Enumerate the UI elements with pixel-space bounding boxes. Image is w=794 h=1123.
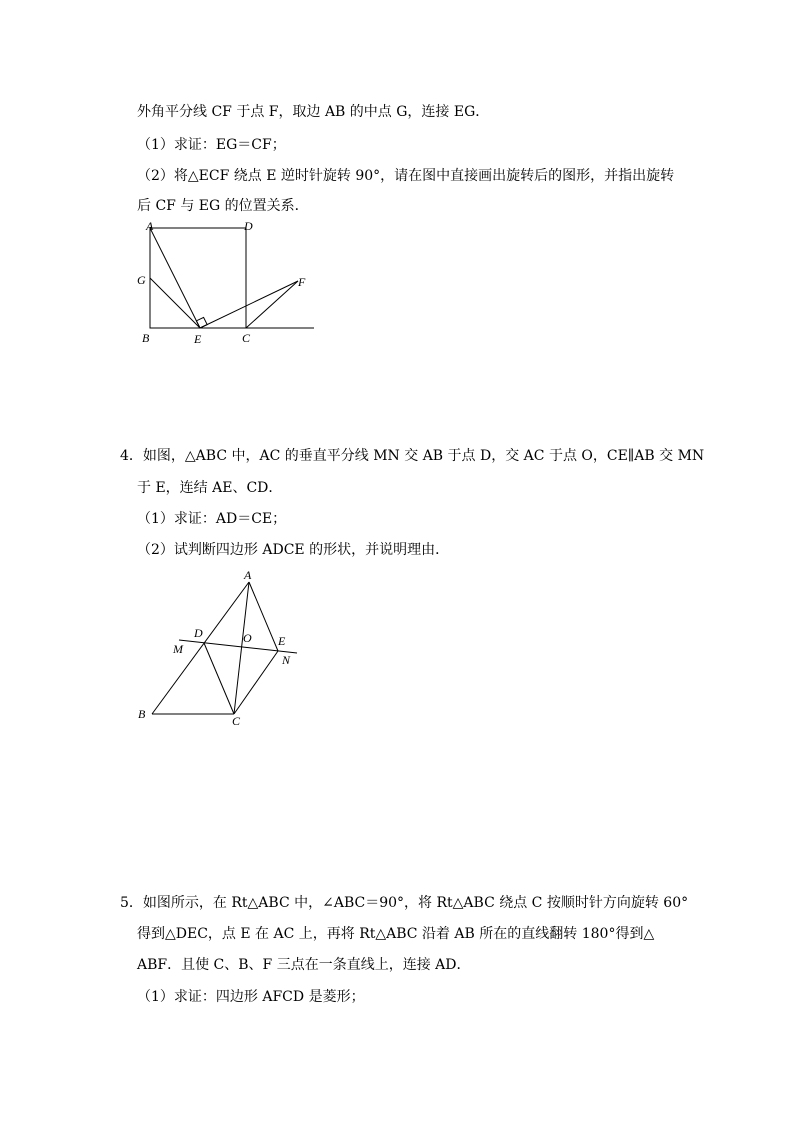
label-c: C (242, 331, 251, 345)
label-n: N (282, 653, 291, 667)
label-c: C (232, 714, 241, 728)
segment-ce (234, 651, 278, 714)
label-f: F (298, 275, 306, 289)
p4-text-line1: 4．如图，△ABC 中，AC 的垂直平分线 MN 交 AB 于点 D，交 AC 于点 O，CE∥AB 交 MN (120, 448, 705, 464)
label-g: G (137, 273, 146, 287)
p3-question-2-line2: 后 CF 与 EG 的位置关系． (137, 198, 309, 214)
label-a: A (146, 219, 154, 233)
p4-triangle-figure (130, 565, 310, 735)
segment-ae (249, 582, 278, 651)
segment-ab (152, 582, 249, 714)
segment-ae (150, 228, 200, 328)
label-b: B (138, 707, 146, 721)
p4-question-1: （1）求证：AD＝CE； (137, 511, 287, 527)
p3-square-figure (130, 218, 330, 353)
p3-question-1: （1）求证：EG＝CF； (137, 137, 286, 153)
p3-text-line1: 外角平分线 CF 于点 F，取边 AB 的中点 G，连接 EG． (137, 104, 490, 120)
label-d: D (244, 219, 253, 233)
label-a: A (244, 568, 252, 582)
segment-cf (246, 281, 298, 328)
p5-text-line3: ABF．且使 C、B、F 三点在一条直线上，连接 AD． (137, 957, 471, 973)
label-b: B (142, 331, 150, 345)
p5-text-line1: 5．如图所示，在 Rt△ABC 中，∠ABC＝90°，将 Rt△ABC 绕点 C 按顺时针方向旋转 60° (120, 895, 689, 911)
segment-ef (200, 281, 298, 328)
label-o: O (243, 631, 252, 645)
p5-question-1: （1）求证：四边形 AFCD 是菱形； (137, 989, 365, 1005)
p4-question-2: （2）试判断四边形 ADCE 的形状，并说明理由． (137, 542, 450, 558)
p3-question-2-line1: （2）将△ECF 绕点 E 逆时针旋转 90°，请在图中直接画出旋转后的图形，并指出旋转 (137, 168, 675, 184)
segment-dc (204, 643, 234, 714)
segment-ge (150, 278, 200, 328)
label-m: M (173, 642, 183, 656)
label-d: D (194, 626, 203, 640)
label-e: E (278, 634, 286, 648)
segment-ac (234, 582, 249, 714)
p5-text-line2: 得到△DEC，点 E 在 AC 上，再将 Rt△ABC 沿着 AB 所在的直线翻转 180°得到△ (137, 926, 655, 942)
label-e: E (194, 332, 202, 346)
p4-text-line2: 于 E，连结 AE、CD． (137, 480, 283, 496)
